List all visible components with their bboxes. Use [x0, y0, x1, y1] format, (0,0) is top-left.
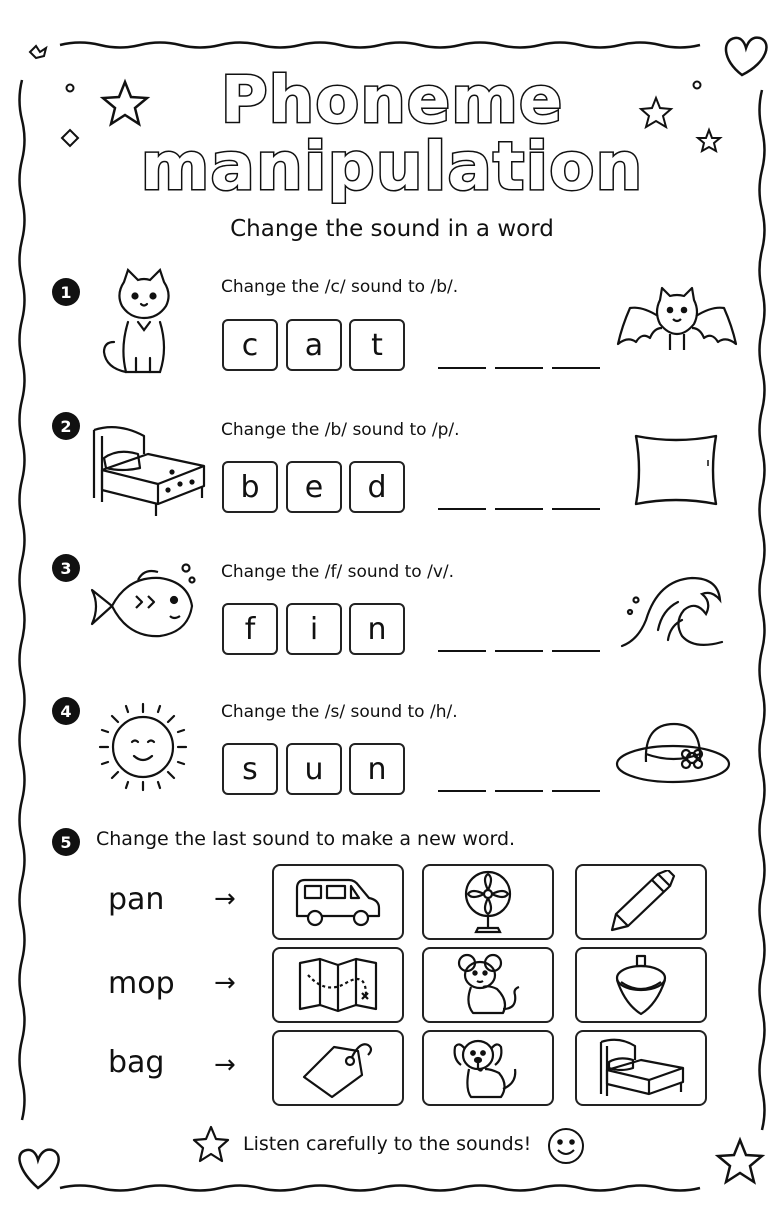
answer-choice[interactable] [272, 947, 404, 1023]
answer-blank[interactable] [495, 508, 543, 510]
answer-choice[interactable] [575, 947, 707, 1023]
word-label: bag [108, 1045, 165, 1080]
letter-tile: d [349, 461, 405, 513]
bed-icon [595, 1036, 687, 1100]
letter-tile: t [349, 319, 405, 371]
map-icon [296, 955, 380, 1015]
page-title: Phoneme [220, 64, 564, 138]
answer-blank[interactable] [552, 367, 600, 369]
footer-tip: Listen carefully to the sounds! [243, 1133, 532, 1155]
dog-icon [451, 1035, 525, 1101]
letter-tile: s [222, 743, 278, 795]
answer-blank[interactable] [438, 790, 486, 792]
sun-icon [92, 698, 194, 796]
answer-choice[interactable] [422, 947, 554, 1023]
answer-choice[interactable] [575, 864, 707, 940]
arrow-right-icon: → [214, 968, 236, 998]
word-label: mop [108, 966, 175, 1001]
answer-blank[interactable] [495, 367, 543, 369]
van-icon [293, 872, 383, 932]
fan-icon [458, 868, 518, 936]
pen-icon [606, 870, 676, 934]
hat-icon [614, 718, 732, 788]
answer-choice[interactable] [272, 1030, 404, 1106]
answer-choice[interactable] [575, 1030, 707, 1106]
smiley-icon [546, 1126, 586, 1166]
letter-tile: a [286, 319, 342, 371]
arrow-right-icon: → [214, 884, 236, 914]
answer-blank[interactable] [438, 650, 486, 652]
answer-choice[interactable] [422, 864, 554, 940]
page-subtitle: Change the sound in a word [230, 216, 554, 242]
answer-blank[interactable] [552, 508, 600, 510]
letter-tile: u [286, 743, 342, 795]
letter-tile: n [349, 743, 405, 795]
answer-choice[interactable] [422, 1030, 554, 1106]
answer-choice[interactable] [272, 864, 404, 940]
answer-blank[interactable] [495, 790, 543, 792]
page-title-line2: manipulation [140, 128, 644, 205]
cat-icon [98, 268, 190, 378]
mouse-icon [453, 953, 523, 1017]
letter-tile: e [286, 461, 342, 513]
answer-blank[interactable] [495, 650, 543, 652]
answer-blank[interactable] [552, 790, 600, 792]
wave-icon [618, 570, 728, 652]
answer-blank[interactable] [438, 508, 486, 510]
letter-tile: i [286, 603, 342, 655]
section5-instruction: Change the last sound to make a new word. [96, 828, 516, 850]
exercise-instruction: Change the /b/ sound to /p/. [221, 420, 460, 440]
exercise-number-badge: 2 [52, 412, 80, 440]
word-label: pan [108, 882, 165, 917]
bed-icon [88, 420, 210, 518]
exercise-number-badge: 4 [52, 697, 80, 725]
bat-icon [616, 286, 738, 356]
exercise-number-badge: 1 [52, 278, 80, 306]
fish-icon [88, 562, 200, 652]
exercise-number-badge: 5 [52, 828, 80, 856]
star-icon [192, 1125, 230, 1163]
pillow-icon [628, 430, 724, 510]
top-icon [611, 952, 671, 1018]
answer-blank[interactable] [438, 367, 486, 369]
tag-icon [298, 1037, 378, 1099]
letter-tile: c [222, 319, 278, 371]
exercise-instruction: Change the /f/ sound to /v/. [221, 562, 455, 582]
answer-blank[interactable] [552, 650, 600, 652]
exercise-instruction: Change the /c/ sound to /b/. [221, 277, 459, 297]
letter-tile: b [222, 461, 278, 513]
arrow-right-icon: → [214, 1050, 236, 1080]
exercise-number-badge: 3 [52, 554, 80, 582]
letter-tile: f [222, 603, 278, 655]
letter-tile: n [349, 603, 405, 655]
exercise-instruction: Change the /s/ sound to /h/. [221, 702, 458, 722]
